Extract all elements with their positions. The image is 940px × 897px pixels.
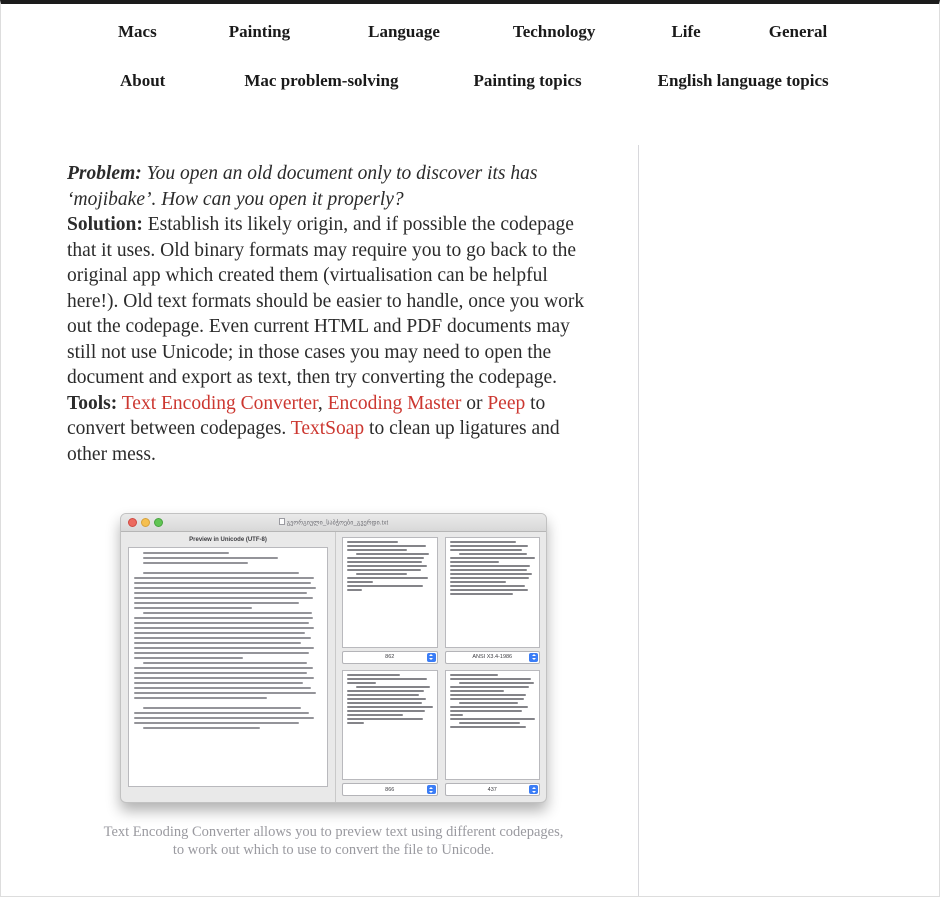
nav-item-general[interactable]: General [768,22,828,41]
app-window-text-encoding-converter [120,513,547,803]
chevron-updown-icon [529,785,538,794]
tools-separator-2: or [461,392,488,414]
nav-item-painting-topics[interactable]: Painting topics [473,71,582,90]
main-column [1,145,638,896]
document-icon [279,518,285,525]
tools-tail-text: to clean up ligatures and other mess. [67,418,560,465]
window-title-row [121,518,546,527]
codepage-preview-grid [336,532,546,802]
window-title-text: გეორგიული_საბჭოები_გვერდი.txt [286,520,389,527]
sidebar-column [639,145,939,896]
unicode-preview-text-lines [134,552,322,729]
zoom-button-icon[interactable] [154,518,163,527]
paragraph-problem-solution [67,161,600,467]
content-area [1,145,939,896]
codepage-preview-4-text[interactable] [445,670,541,781]
figure-text-encoding-converter [67,467,600,859]
minimise-button-icon[interactable] [141,518,150,527]
primary-navigation [1,4,939,44]
link-peep[interactable]: Peep [487,392,526,414]
unicode-preview-title: Preview in Unicode (UTF-8) [189,537,267,543]
codepage-preview-1-text[interactable] [342,537,438,648]
problem-label: Problem: [67,163,142,184]
unicode-preview-pane [121,532,336,802]
codepage-selector-1-label: 862 [385,654,395,660]
solution-label: Solution: [67,214,143,235]
tools-separator-1: , [317,392,328,414]
window-titlebar [121,514,546,532]
figure-spacer [67,467,600,513]
codepage-preview-2-text[interactable] [445,537,541,648]
close-button-icon[interactable] [128,518,137,527]
codepage-preview-1 [342,537,438,664]
tools-label: Tools: [67,392,118,414]
figure-caption: Text Encoding Converter allows you to preview text using different codepages, to work out which to use to convert the file to Unicode. [103,824,564,858]
codepage-selector-4[interactable] [445,783,541,796]
nav-item-macs[interactable]: Macs [118,22,157,41]
window-body [121,532,546,802]
nav-item-about[interactable]: About [120,71,166,90]
window-traffic-lights [128,518,163,527]
codepage-preview-3 [342,670,438,797]
nav-item-life[interactable]: Life [671,22,701,41]
article-body [67,161,600,467]
chevron-updown-icon [529,653,538,662]
codepage-selector-2[interactable] [445,651,541,664]
codepage-preview-4 [445,670,541,797]
codepage-selector-4-label: 437 [487,786,497,793]
unicode-preview-textbox[interactable] [128,547,328,787]
nav-item-english-language-topics[interactable]: English language topics [657,71,829,90]
nav-item-mac-problem-solving[interactable]: Mac problem-solving [244,71,399,90]
nav-item-painting[interactable]: Painting [228,22,291,41]
nav-item-technology[interactable]: Technology [512,22,596,41]
codepage-selector-3-label: 866 [385,786,395,793]
link-textsoap[interactable]: TextSoap [290,418,365,439]
chevron-updown-icon [427,653,436,662]
codepage-selector-3[interactable] [342,783,438,796]
codepage-selector-2-label: ANSI X3.4-1986 [472,654,513,660]
problem-text: You open an old document only to discover its has ‘mojibake’. How can you open it properly? [67,163,538,210]
tools-middle-text: to convert between codepages. [67,392,546,439]
nav-item-language[interactable]: Language [368,22,440,41]
codepage-preview-2 [445,537,541,664]
secondary-navigation [1,44,939,90]
solution-text: Establish its likely origin, and if possible the codepage that it uses. Old binary formats may require you to go back to the original app which created them (virtualisation can be helpful here!). Old text formats should be easier to handle, once you work out the codepage. Even current HTML and PDF documents may still not use Unicode; in those cases you may need to open the document and export as text, then try converting the codepage. [67,214,585,388]
link-text-encoding-converter[interactable]: Text Encoding Converter [121,392,318,414]
link-encoding-master[interactable]: Encoding Master [327,392,462,414]
codepage-selector-1[interactable] [342,651,438,664]
chevron-updown-icon [427,785,436,794]
codepage-preview-3-text[interactable] [342,670,438,781]
